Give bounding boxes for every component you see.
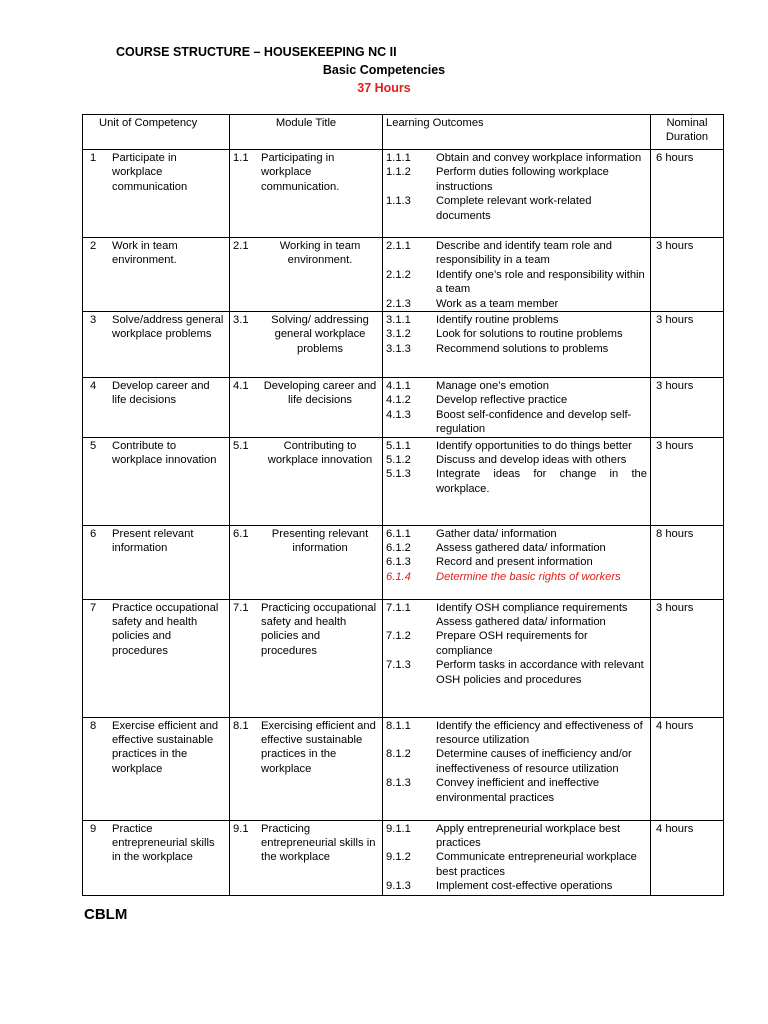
outcome-number: 7.1.1 xyxy=(386,601,411,614)
outcome-item xyxy=(386,658,647,687)
outcomes-cell xyxy=(383,525,651,599)
module-number: 5.1 xyxy=(233,439,249,452)
outcome-text: Integrate ideas for change in the workplace. xyxy=(436,468,647,495)
table-row xyxy=(83,820,724,895)
outcome-number: 6.1.3 xyxy=(386,556,411,569)
module-cell xyxy=(230,238,383,312)
column-header-outcomes: Learning Outcomes xyxy=(383,115,651,150)
outcome-text: Identify routine problems xyxy=(436,314,559,327)
outcome-number: 2.1.1 xyxy=(386,240,411,252)
module-cell xyxy=(230,437,383,525)
unit-cell xyxy=(83,238,230,312)
outcome-number: 3.1.2 xyxy=(386,328,411,341)
outcome-item xyxy=(386,601,647,630)
unit-title: Work in team environment. xyxy=(112,240,178,267)
module-title: Practicing entrepreneurial skills in the workplace xyxy=(261,822,376,864)
duration-cell: 3 hours xyxy=(651,599,724,717)
outcome-number: 7.1.2 xyxy=(386,630,411,643)
outcomes-cell xyxy=(383,437,651,525)
unit-cell xyxy=(83,437,230,525)
outcomes-cell xyxy=(383,150,651,238)
outcome-text: Recommend solutions to problems xyxy=(436,342,609,355)
outcome-number: 5.1.2 xyxy=(386,454,411,467)
outcome-item xyxy=(386,776,647,805)
course-structure-table xyxy=(82,114,724,896)
unit-cell xyxy=(83,820,230,895)
cblm-label: CBLM xyxy=(84,906,128,923)
module-cell xyxy=(230,599,383,717)
outcome-text: Convey inefficient and ineffective environmental practices xyxy=(436,777,600,804)
unit-number: 2 xyxy=(90,240,97,252)
module-title: Solving/ addressing general workplace problems xyxy=(271,314,369,355)
table-row xyxy=(83,717,724,820)
unit-cell xyxy=(83,717,230,820)
module-number: 1.1 xyxy=(233,152,249,164)
outcome-text: Boost self-confidence and develop self-regulation xyxy=(436,408,632,436)
module-cell xyxy=(230,525,383,599)
duration-cell: 3 hours xyxy=(651,378,724,438)
duration-cell: 3 hours xyxy=(651,437,724,525)
unit-title: Practice entrepreneurial skills in the workplace xyxy=(112,822,215,864)
unit-title: Participate in workplace communication xyxy=(112,152,188,193)
unit-number: 3 xyxy=(90,314,97,327)
outcome-text: Describe and identify team role and responsibility in a team xyxy=(436,240,612,267)
outcomes-cell xyxy=(383,312,651,378)
outcome-text: Discuss and develop ideas with others xyxy=(436,454,627,467)
table-row xyxy=(83,378,724,438)
outcome-item xyxy=(386,719,647,748)
unit-number: 1 xyxy=(90,152,97,164)
outcomes-cell xyxy=(383,378,651,438)
unit-title: Solve/address general workplace problems xyxy=(112,314,224,341)
unit-number: 5 xyxy=(90,439,97,452)
unit-number: 6 xyxy=(90,527,97,540)
outcome-number: 2.1.3 xyxy=(386,297,411,310)
outcome-item xyxy=(386,453,647,467)
outcome-item xyxy=(386,822,647,851)
outcome-item xyxy=(386,879,647,893)
module-cell xyxy=(230,717,383,820)
unit-cell xyxy=(83,150,230,238)
module-cell xyxy=(230,312,383,378)
module-title: Participating in workplace communication. xyxy=(261,152,340,193)
duration-cell: 3 hours xyxy=(651,238,724,312)
outcome-text: Assess gathered data/ information xyxy=(436,542,606,555)
unit-cell xyxy=(83,312,230,378)
module-title: Working in team environment. xyxy=(279,240,361,267)
unit-title: Develop career and life decisions xyxy=(112,380,210,407)
outcome-text: Perform tasks in accordance with relevant OSH policies and procedures xyxy=(436,659,644,686)
outcome-text: Identify the efficiency and effectiveness of resource utilization xyxy=(436,719,643,747)
unit-cell xyxy=(83,378,230,438)
unit-number: 8 xyxy=(90,719,97,732)
total-hours: 37 Hours xyxy=(357,81,411,95)
unit-cell xyxy=(83,525,230,599)
module-title: Practicing occupational safety and health policies and procedures xyxy=(261,601,377,657)
module-cell xyxy=(230,378,383,438)
outcomes-cell xyxy=(383,820,651,895)
outcome-text: Apply entrepreneurial workplace best practices xyxy=(436,822,621,850)
outcome-number: 1.1.2 xyxy=(386,166,411,179)
outcome-number: 9.1.1 xyxy=(386,822,411,835)
outcome-number: 3.1.1 xyxy=(386,314,411,327)
outcome-number: 6.1.4 xyxy=(386,570,411,583)
outcome-text: Gather data/ information xyxy=(436,527,557,540)
outcome-text: Develop reflective practice xyxy=(436,394,568,407)
outcome-item xyxy=(386,629,647,658)
module-number: 3.1 xyxy=(233,314,249,327)
document-subtitle: Basic Competencies xyxy=(322,63,446,77)
column-header-module: Module Title xyxy=(230,115,383,150)
outcome-text: Manage one’s emotion xyxy=(436,380,549,393)
outcome-text: Prepare OSH requirements for compliance xyxy=(436,630,588,657)
module-cell xyxy=(230,820,383,895)
outcome-number: 8.1.3 xyxy=(386,777,411,790)
duration-cell: 3 hours xyxy=(651,312,724,378)
outcomes-cell xyxy=(383,599,651,717)
outcome-number: 4.1.3 xyxy=(386,408,411,421)
module-number: 4.1 xyxy=(233,380,249,393)
outcome-number: 7.1.3 xyxy=(386,659,411,672)
duration-cell: 8 hours xyxy=(651,525,724,599)
table-header-row xyxy=(83,115,724,150)
outcome-number: 1.1.1 xyxy=(386,152,411,164)
outcome-text: Record and present information xyxy=(436,556,593,569)
outcome-text: Look for solutions to routine problems xyxy=(436,328,623,341)
outcome-item xyxy=(386,527,647,541)
outcome-text: Communicate entrepreneurial workplace best practices xyxy=(436,851,637,878)
outcome-item xyxy=(386,467,647,496)
outcomes-cell xyxy=(383,238,651,312)
table-row xyxy=(83,150,724,238)
outcome-text: Obtain and convey workplace information xyxy=(436,152,642,164)
unit-title: Present relevant information xyxy=(112,527,194,555)
outcome-number: 8.1.2 xyxy=(386,748,411,761)
outcome-item xyxy=(386,268,647,297)
outcome-item xyxy=(386,408,647,437)
unit-title: Exercise efficient and effective sustainable practices in the workplace xyxy=(112,719,219,775)
module-title: Developing career and life decisions xyxy=(263,380,377,407)
module-title: Presenting relevant information xyxy=(271,527,369,555)
outcome-number: 4.1.2 xyxy=(386,394,411,407)
module-title: Exercising efficient and effective sustainable practices in the workplace xyxy=(261,719,376,775)
outcome-text: Perform duties following workplace instructions xyxy=(436,166,609,193)
outcome-item xyxy=(386,297,647,311)
duration-cell: 4 hours xyxy=(651,717,724,820)
table-row xyxy=(83,525,724,599)
column-header-unit: Unit of Competency xyxy=(83,115,230,150)
table-row xyxy=(83,312,724,378)
document-title: COURSE STRUCTURE – HOUSEKEEPING NC II xyxy=(116,45,397,59)
unit-title: Contribute to workplace innovation xyxy=(112,439,217,467)
outcome-number: 5.1.1 xyxy=(386,439,411,452)
outcome-item xyxy=(386,165,647,194)
outcome-item xyxy=(386,555,647,569)
duration-cell: 6 hours xyxy=(651,150,724,238)
outcome-number: 2.1.2 xyxy=(386,268,411,281)
outcome-text: Identify OSH compliance requirements Assess gathered data/ information xyxy=(436,601,628,629)
outcome-item xyxy=(386,570,647,584)
outcome-item xyxy=(386,151,647,165)
outcome-text: Identify one’s role and responsibility within a team xyxy=(436,268,645,296)
unit-title: Practice occupational safety and health policies and procedures xyxy=(112,601,219,657)
duration-cell: 4 hours xyxy=(651,820,724,895)
outcome-item xyxy=(386,239,647,268)
outcome-text: Determine causes of inefficiency and/or ineffectiveness of resource utilization xyxy=(436,748,632,775)
table-row xyxy=(83,437,724,525)
module-number: 8.1 xyxy=(233,719,249,732)
module-number: 2.1 xyxy=(233,240,249,252)
module-number: 7.1 xyxy=(233,601,249,614)
module-number: 9.1 xyxy=(233,822,249,835)
unit-number: 9 xyxy=(90,822,97,835)
outcome-text: Determine the basic rights of workers xyxy=(436,570,621,583)
outcome-item xyxy=(386,379,647,393)
outcome-item xyxy=(386,541,647,555)
outcome-item xyxy=(386,439,647,453)
outcome-text: Implement cost-effective operations xyxy=(436,880,613,893)
column-header-duration: Nominal Duration xyxy=(651,115,724,150)
outcome-number: 6.1.1 xyxy=(386,527,411,540)
unit-number: 7 xyxy=(90,601,97,614)
outcome-number: 6.1.2 xyxy=(386,542,411,555)
unit-number: 4 xyxy=(90,380,97,393)
unit-cell xyxy=(83,599,230,717)
outcome-item xyxy=(386,313,647,327)
outcome-item xyxy=(386,747,647,776)
outcome-text: Complete relevant work-related documents xyxy=(436,195,592,222)
module-title: Contributing to workplace innovation xyxy=(267,439,373,467)
outcome-item xyxy=(386,850,647,879)
outcome-text: Identify opportunities to do things better xyxy=(436,439,632,452)
outcome-number: 1.1.3 xyxy=(386,195,411,208)
outcome-item xyxy=(386,194,647,223)
table-row xyxy=(83,599,724,717)
outcome-number: 4.1.1 xyxy=(386,380,411,393)
outcome-item xyxy=(386,393,647,407)
module-number: 6.1 xyxy=(233,527,249,540)
table-row xyxy=(83,238,724,312)
outcome-text: Work as a team member xyxy=(436,297,559,310)
module-cell xyxy=(230,150,383,238)
outcome-item xyxy=(386,327,647,341)
outcomes-cell xyxy=(383,717,651,820)
outcome-number: 9.1.2 xyxy=(386,851,411,864)
outcome-number: 9.1.3 xyxy=(386,880,411,893)
outcome-number: 8.1.1 xyxy=(386,719,411,732)
outcome-item xyxy=(386,342,647,356)
outcome-number: 5.1.3 xyxy=(386,468,411,481)
outcome-number: 3.1.3 xyxy=(386,342,411,355)
